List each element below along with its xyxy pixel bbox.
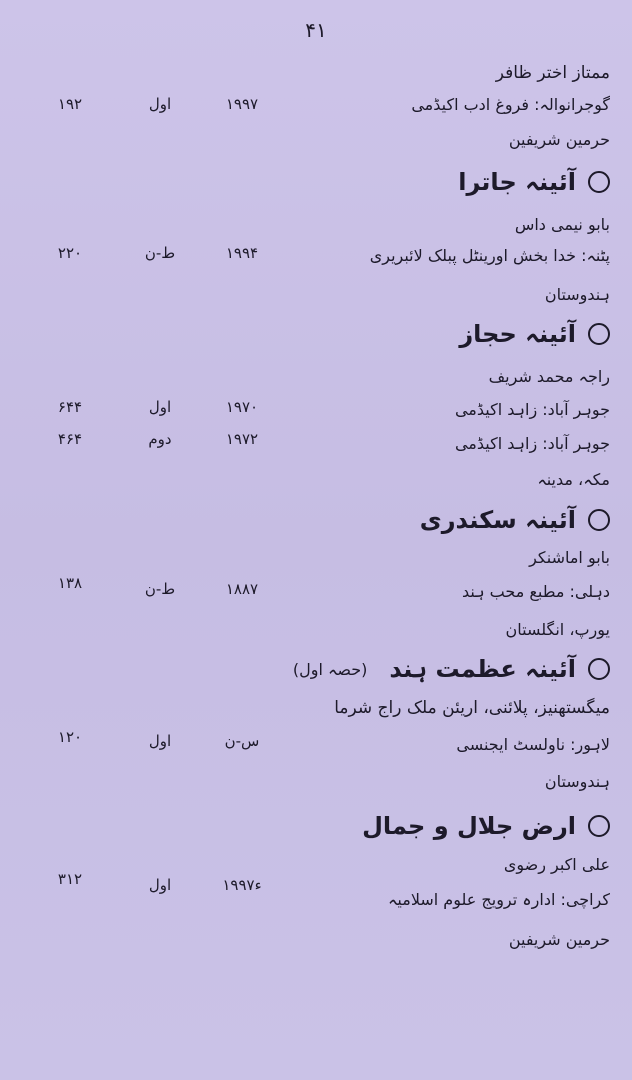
author: ممتاز اختر ظافر bbox=[495, 63, 610, 83]
author: میگستھنیز، پلائنی، اریئن ملک راج شرما bbox=[334, 698, 610, 718]
entry-title bbox=[362, 812, 610, 840]
title-text: آئینہ سکندری bbox=[419, 506, 576, 534]
edition: اول bbox=[148, 398, 172, 416]
publisher: جوہر آباد: زاہد اکیڈمی bbox=[454, 400, 610, 419]
page-count: ۱۳۸ bbox=[57, 574, 83, 592]
page-number: ۴۱ bbox=[305, 18, 327, 42]
circle-bullet-icon bbox=[588, 658, 610, 680]
page-count: ۲۲۰ bbox=[57, 244, 83, 262]
page-count: ۶۴۴ bbox=[57, 398, 83, 416]
author: بابو اماشنکر bbox=[529, 548, 610, 567]
publisher: کراچی: ادارہ ترویج علوم اسلامیہ bbox=[388, 890, 610, 909]
year: ۱۹۹۷ bbox=[225, 95, 259, 113]
publisher: جوہر آباد: زاہد اکیڈمی bbox=[454, 434, 610, 453]
title-text: آئینہ جاترا bbox=[458, 168, 576, 196]
title-text: آئینہ حجاز bbox=[459, 320, 576, 348]
subject: حرمین شریفین bbox=[508, 930, 610, 949]
year: ۱۹۷۰ bbox=[225, 398, 259, 416]
year: ۱۹۷۲ bbox=[225, 430, 259, 448]
title-text: ارض جلال و جمال bbox=[362, 812, 576, 840]
entry-title bbox=[458, 168, 610, 196]
year: ۱۹۹۴ bbox=[225, 244, 259, 262]
publisher: پٹنہ: خدا بخش اورینٹل پبلک لائبریری bbox=[369, 246, 610, 265]
year: س-ن bbox=[224, 732, 260, 750]
subject: مکہ، مدینہ bbox=[537, 470, 610, 489]
edition: اول bbox=[148, 732, 172, 750]
circle-bullet-icon bbox=[588, 815, 610, 837]
year: ۱۸۸۷ bbox=[225, 580, 259, 598]
publisher: گوجرانوالہ: فروغ ادب اکیڈمی bbox=[411, 95, 610, 114]
author: علی اکبر رضوی bbox=[503, 855, 610, 874]
publisher: دہلی: مطبع محب ہند bbox=[461, 582, 610, 601]
page-count: ۳۱۲ bbox=[57, 870, 83, 888]
circle-bullet-icon bbox=[588, 323, 610, 345]
author: راجہ محمد شریف bbox=[488, 367, 610, 386]
page-count: ۱۹۲ bbox=[57, 95, 83, 113]
entry-title bbox=[293, 655, 610, 683]
subject: ہندوستان bbox=[544, 772, 610, 791]
edition: ط-ن bbox=[144, 244, 176, 262]
publisher: لاہور: ناولسٹ ایجنسی bbox=[456, 735, 610, 754]
subject: یورپ، انگلستان bbox=[505, 620, 610, 639]
entry-title bbox=[459, 320, 610, 348]
subject: حرمین شریفین bbox=[508, 130, 610, 149]
circle-bullet-icon bbox=[588, 509, 610, 531]
edition: ط-ن bbox=[144, 580, 176, 598]
entry-title bbox=[420, 506, 610, 534]
title-text: آئینہ عظمت ہند bbox=[389, 655, 576, 683]
author: بابو نیمی داس bbox=[514, 215, 610, 234]
page-count: ۴۶۴ bbox=[57, 430, 83, 448]
edition: دوم bbox=[148, 430, 172, 448]
circle-bullet-icon bbox=[588, 171, 610, 193]
edition: اول bbox=[148, 876, 172, 894]
subject: ہندوستان bbox=[544, 285, 610, 304]
page-count: ۱۲۰ bbox=[57, 728, 83, 746]
year: ۱۹۹۷ء bbox=[222, 876, 262, 894]
title-note: (حصہ اول) bbox=[292, 659, 368, 679]
edition: اول bbox=[148, 95, 172, 113]
